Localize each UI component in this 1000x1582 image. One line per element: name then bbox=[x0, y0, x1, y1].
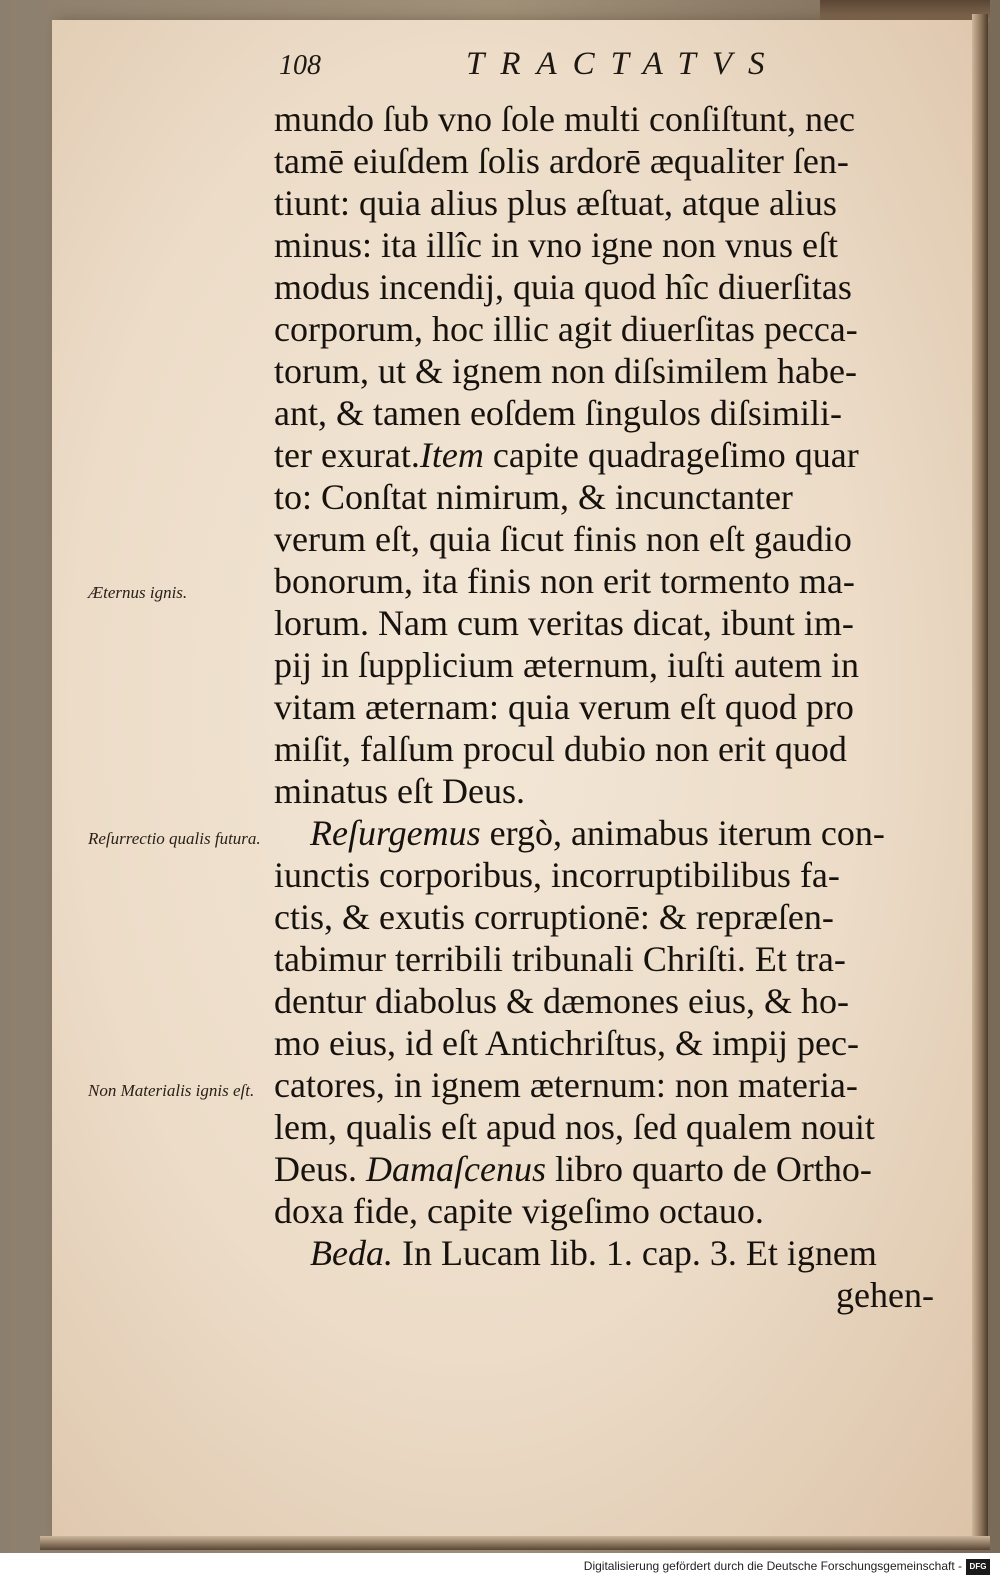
page-number: 108 bbox=[279, 50, 321, 81]
funding-credit: Digitalisierung gefördert durch die Deutsche Forschungsgemeinschaft - bbox=[583, 1559, 962, 1573]
text-line: ant, & tamen eoſdem ſingulos diſsimili- bbox=[274, 393, 842, 433]
text-line: verum eſt, quia ſicut finis non eſt gaudio bbox=[274, 519, 852, 559]
footer-bar bbox=[0, 1553, 1000, 1582]
text-line: mundo ſub vno ſole multi conſiſtunt, nec bbox=[274, 99, 855, 139]
main-text bbox=[274, 98, 934, 1316]
text-line: tiunt: quia alius plus æſtuat, atque alius bbox=[274, 183, 837, 223]
text-line: miſit, falſum procul dubio non erit quod bbox=[274, 729, 847, 769]
italic-word: Damaſcenus bbox=[366, 1149, 546, 1189]
text-line bbox=[274, 1148, 934, 1190]
text-line: dentur diabolus & dæmones eius, & ho- bbox=[274, 981, 849, 1021]
text-line: ctis, & exutis corruptionē: & repræſen- bbox=[274, 897, 834, 937]
text-line: bonorum, ita finis non erit tormento ma- bbox=[274, 561, 855, 601]
text-line bbox=[274, 1232, 934, 1274]
text-line: modus incendij, quia quod hîc diuerſitas bbox=[274, 267, 852, 307]
text-line: pij in ſupplicium æternum, iuſti autem in bbox=[274, 645, 859, 685]
text-line: vitam æternam: quia verum eſt quod pro bbox=[274, 687, 854, 727]
italic-word: Beda. bbox=[310, 1233, 393, 1273]
text-segment: Deus. bbox=[274, 1149, 366, 1189]
text-line: iunctis corporibus, incorruptibilibus fa- bbox=[274, 855, 840, 895]
text-line: torum, ut & ignem non diſsimilem habe- bbox=[274, 351, 857, 391]
text-line: minus: ita illîc in vno igne non vnus eſt bbox=[274, 225, 838, 265]
text-segment: ergò, animabus iterum con- bbox=[480, 813, 885, 853]
text-line: lem, qualis eſt apud nos, ſed qualem nouit bbox=[274, 1107, 875, 1147]
text-segment: libro quarto de Ortho- bbox=[545, 1149, 872, 1189]
text-line: corporum, hoc illic agit diuerſitas pecca- bbox=[274, 309, 858, 349]
text-line: mo eius, id eſt Antichriſtus, & impij pec- bbox=[274, 1023, 859, 1063]
running-title: TRACTATVS bbox=[466, 46, 781, 82]
text-line: catores, in ignem æternum: non materia- bbox=[274, 1065, 858, 1105]
text-segment: In Lucam lib. 1. cap. 3. Et ignem bbox=[392, 1233, 877, 1273]
text-line bbox=[274, 434, 934, 476]
text-line: tamē eiuſdem ſolis ardorē æqualiter ſen- bbox=[274, 141, 849, 181]
text-line: tabimur terribili tribunali Chriſti. Et tra- bbox=[274, 939, 846, 979]
book-edge-bottom bbox=[40, 1536, 990, 1550]
dfg-logo: DFG bbox=[966, 1559, 990, 1575]
margin-note-resurrectio: Reſurrectio qualis futura. bbox=[88, 829, 261, 848]
text-segment: capite quadrageſimo quar bbox=[483, 435, 859, 475]
italic-word: Reſurgemus bbox=[310, 813, 481, 853]
book-edge-right bbox=[972, 14, 988, 1544]
catchword: gehen- bbox=[836, 1275, 934, 1315]
text-line: to: Conſtat nimirum, & incunctanter bbox=[274, 477, 793, 517]
italic-word: Item bbox=[419, 435, 484, 475]
text-line: doxa fide, capite vigeſimo octauo. bbox=[274, 1191, 764, 1231]
text-line: lorum. Nam cum veritas dicat, ibunt im- bbox=[274, 603, 854, 643]
book-edge-top bbox=[820, 0, 990, 22]
text-line bbox=[274, 812, 934, 854]
text-segment: ter exurat. bbox=[274, 435, 420, 475]
margin-note-aeternus: Æternus ignis. bbox=[88, 583, 188, 602]
page-header bbox=[0, 44, 1000, 84]
text-line: minatus eſt Deus. bbox=[274, 771, 525, 811]
margin-note-non-materialis: Non Materialis ignis eſt. bbox=[88, 1081, 255, 1100]
